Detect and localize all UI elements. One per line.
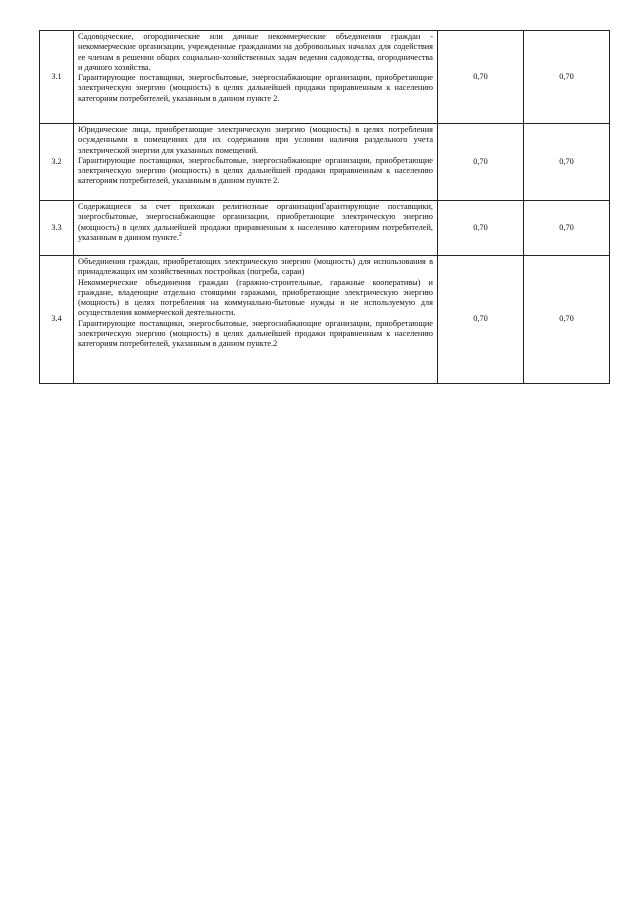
description-paragraph: Гарантирующие поставщики, энергосбытовые, энергоснабжающие организации, приобретающие электрическую энергию (мощность) в целях дальнейшей продажи приравненным к населению категориям потребителей, указанным в данном пункте 2.: [78, 73, 433, 103]
description-paragraph: Гарантирующие поставщики, энергосбытовые, энергоснабжающие организации, приобретающие электрическую энергию (мощность) в целях дальнейшей продажи приравненным к населению категориям потребителей, указанным в данном пункте.2: [78, 318, 433, 349]
table-row: [40, 201, 610, 256]
row-description: [74, 31, 438, 124]
row-description: [74, 124, 438, 201]
row-number: 3.3: [40, 201, 74, 256]
row-description: [74, 201, 438, 256]
description-paragraph: [78, 202, 433, 243]
table-row: [40, 256, 610, 384]
table-row: [40, 124, 610, 201]
value-cell: 0,70: [438, 124, 524, 201]
row-number: 3.1: [40, 31, 74, 124]
row-number: 3.2: [40, 124, 74, 201]
value-cell: 0,70: [524, 124, 610, 201]
value-cell: 0,70: [524, 256, 610, 384]
value-cell: 0,70: [438, 31, 524, 124]
row-description: [74, 256, 438, 384]
value-cell: 0,70: [524, 31, 610, 124]
value-cell: 0,70: [524, 201, 610, 256]
description-paragraph: Садоводческие, огороднические или дачные некоммерческие объединения граждан - некоммерческие организации, учрежденные гражданами на добровольных началах для содействия ее членам в решении общих социально-хозяйственных задач ведения садоводства, огородничества и дачного хозяйства.: [78, 32, 433, 72]
description-paragraph: Юридические лица, приобретающие электрическую энергию (мощность) в целях потребления осужденными в помещениях для их содержания при условии наличия раздельного учета электрической энергии для указанных помещений.: [78, 125, 433, 155]
description-paragraph: Объединения граждан, приобретающих электрическую энергию (мощность) для использования в принадлежащих им хозяйственных постройках (погреба, сараи): [78, 257, 433, 277]
value-cell: 0,70: [438, 201, 524, 256]
value-cell: 0,70: [438, 256, 524, 384]
row-number: 3.4: [40, 256, 74, 384]
tariff-table: [39, 30, 610, 384]
description-text: Содержащиеся за счет прихожан религиозные организацииГарантирующие поставщики, энергосбытовые, энергоснабжающие организации, приобретающие электрическую энергию (мощность) в целях дальнейшей продажи приравненным к населению категориям потребителей, указанным в данном пункте.: [78, 202, 433, 242]
table-row: [40, 31, 610, 124]
footnote-mark: 2: [178, 232, 182, 239]
description-paragraph: Некоммерческие объединения граждан (гаражно-строительные, гаражные кооперативы) и граждане, владеющие отдельно стоящими гаражами, приобретающие электрическую энергию (мощность) в целях потребления на коммунально-бытовые нужды и не используемую для осуществления коммерческой деятельности.: [78, 277, 433, 318]
description-paragraph: Гарантирующие поставщики, энергосбытовые, энергоснабжающие организации, приобретающие электрическую энергию (мощность) в целях дальнейшей продажи приравненным к населению категориям потребителей, указанным в данном пункте 2.: [78, 155, 433, 186]
